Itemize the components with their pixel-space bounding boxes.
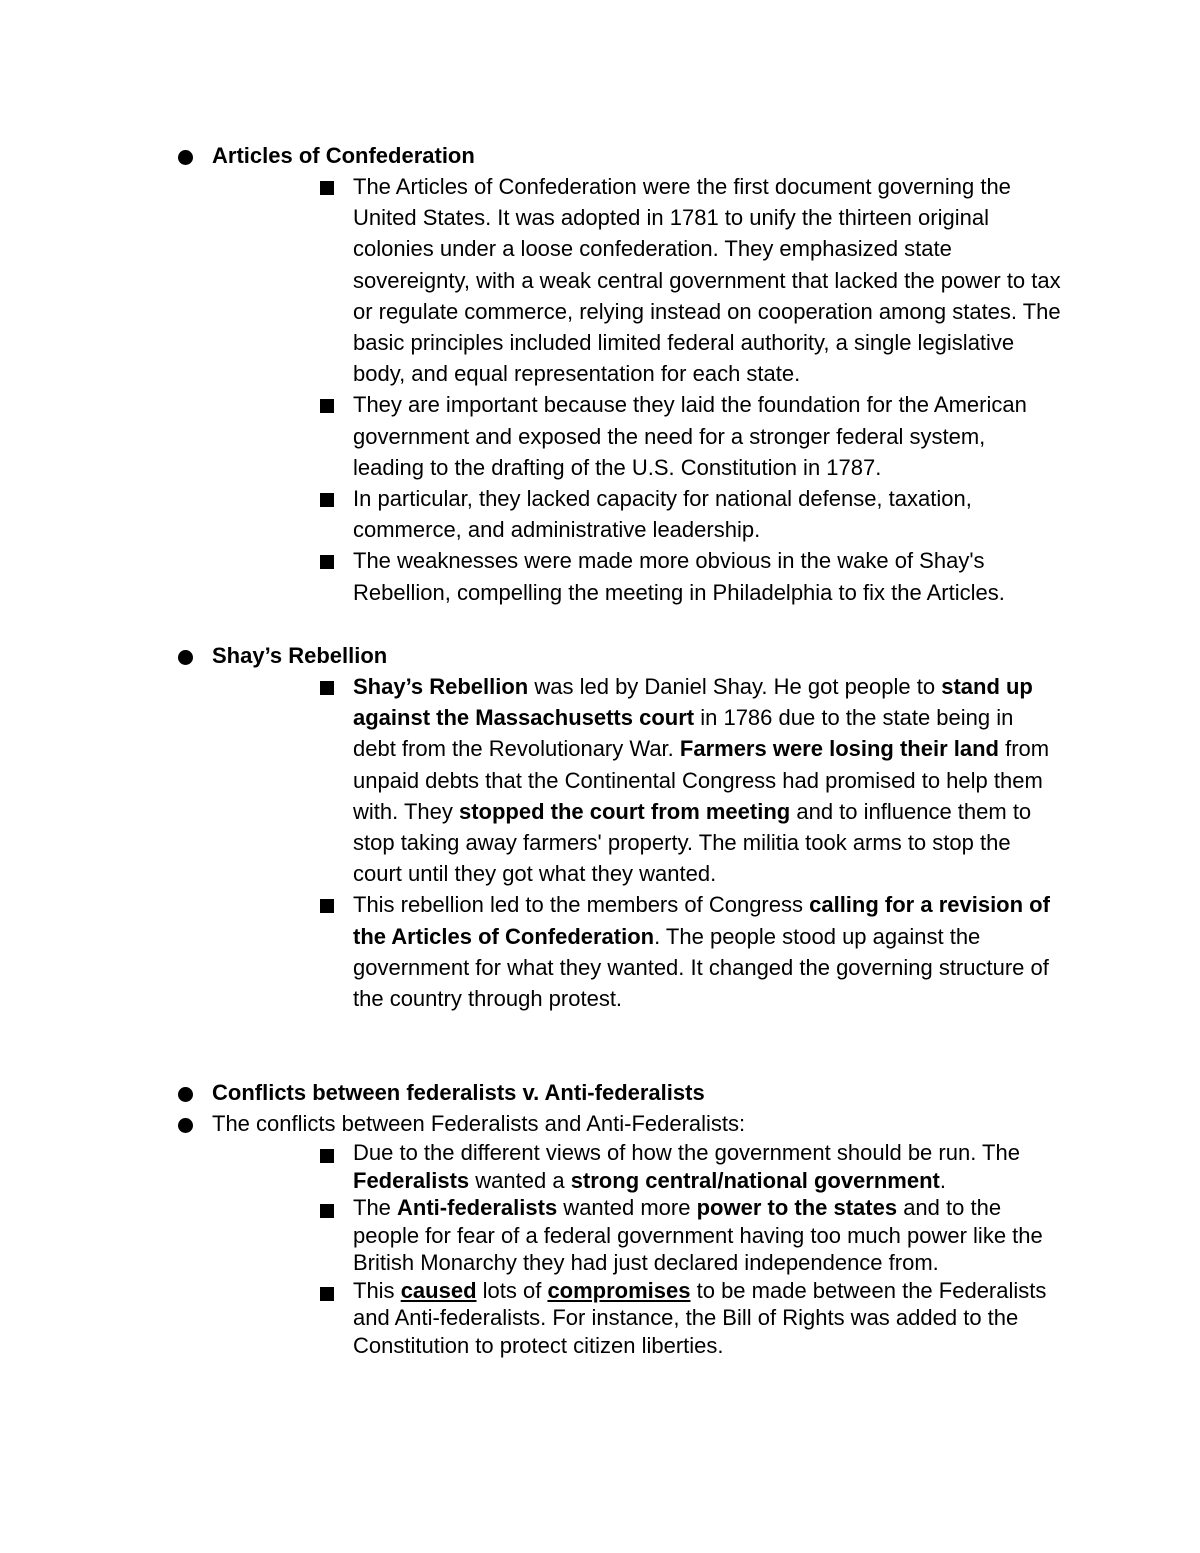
bullet-square-icon xyxy=(320,399,334,413)
bold-text: Federalists xyxy=(353,1167,470,1193)
paragraph-text: lots of xyxy=(476,1277,548,1303)
bold-text: stopped the court from meeting xyxy=(458,798,791,824)
sub-list xyxy=(0,1139,1200,1359)
bullet-conflicts-heading xyxy=(0,1077,1200,1108)
section-heading: Shay’s Rebellion xyxy=(212,643,388,668)
paragraph-text: The xyxy=(353,1195,398,1220)
list-item xyxy=(0,671,1200,889)
list-item xyxy=(0,483,1200,545)
paragraph-text: The weaknesses were made more obvious in the wake of Shay's Rebellion, compelling the meeting in Philadelphia to fix the Articles. xyxy=(353,548,1005,605)
paragraph-text: The conflicts between Federalists and Anti-Federalists: xyxy=(212,1111,746,1136)
paragraph-text: to be made between the Federalists and Anti-federalists. For instance, the Bill of Rights was added to the Constitution to protect citizen liberties. xyxy=(353,1277,1047,1358)
section-shays-rebellion xyxy=(0,640,1200,1014)
list-item xyxy=(0,171,1200,389)
bullet-shays-heading xyxy=(0,640,1200,671)
paragraph-text: This xyxy=(353,1277,401,1303)
sub-list xyxy=(0,671,1200,1014)
paragraph-text: wanted a xyxy=(469,1167,571,1193)
bullet-square-icon xyxy=(320,1287,334,1301)
section-conflicts xyxy=(0,1077,1200,1359)
bullet-square-icon xyxy=(320,555,334,569)
list-item xyxy=(0,1139,1200,1194)
section-heading: Articles of Confederation xyxy=(212,143,475,168)
bullet-square-icon xyxy=(320,1149,334,1163)
paragraph-text: Due to the different views of how the government should be run. The xyxy=(353,1140,1020,1165)
sub-list xyxy=(0,171,1200,608)
paragraph-text: . The people stood up against the government for what they wanted. It changed the governing structure of the country through protest. xyxy=(353,923,1049,1012)
bullet-disc-icon xyxy=(178,650,193,665)
bullet-conflicts-intro xyxy=(0,1108,1200,1139)
bullet-articles-heading xyxy=(0,140,1200,171)
section-heading: Conflicts between federalists v. Anti-federalists xyxy=(212,1080,705,1105)
bullet-square-icon xyxy=(320,681,334,695)
bold-text: Farmers were losing their land xyxy=(679,736,999,762)
paragraph-text: wanted more xyxy=(557,1195,697,1220)
paragraph-text: The Articles of Confederation were the first document governing the United States. It was adopted in 1781 to unify the thirteen original colonies under a loose confederation. They emphasized state sovereignty, with a weak central government that lacked the power to tax or regulate commerce, relying instead on cooperation among states. The basic principles included limited federal authority, a single legislative body, and equal representation for each state. xyxy=(353,174,1061,387)
bullet-square-icon xyxy=(320,493,334,507)
list-item xyxy=(0,545,1200,607)
paragraph-text: They are important because they laid the foundation for the American government and exposed the need for a stronger federal system, leading to the drafting of the U.S. Constitution in 1787. xyxy=(353,392,1027,480)
bold-text: Anti-federalists xyxy=(397,1195,558,1220)
list-item xyxy=(0,1194,1200,1277)
bullet-disc-icon xyxy=(178,150,193,165)
paragraph-text: This rebellion led to the members of Congress xyxy=(353,892,810,918)
paragraph-text: . xyxy=(939,1167,946,1193)
bullet-square-icon xyxy=(320,899,334,913)
bold-text: power to the states xyxy=(696,1195,898,1220)
list-item xyxy=(0,1277,1200,1360)
bullet-disc-icon xyxy=(178,1087,193,1102)
list-item xyxy=(0,389,1200,483)
paragraph-text: was led by Daniel Shay. He got people to xyxy=(528,674,942,699)
paragraph-text: In particular, they lacked capacity for national defense, taxation, commerce, and administrative leadership. xyxy=(353,486,972,543)
bold-underlined-text: compromises xyxy=(547,1277,691,1303)
bullet-disc-icon xyxy=(178,1118,193,1133)
bullet-square-icon xyxy=(320,1204,334,1218)
bold-text: Shay’s Rebellion xyxy=(353,674,529,699)
paragraph-text: and to the people for fear of a federal government having too much power like the British Monarchy they had just declared independence from. xyxy=(353,1195,1043,1275)
bold-text: strong central/national government xyxy=(570,1167,940,1193)
list-item xyxy=(0,889,1200,1014)
paragraph-text: and to influence them to stop taking away farmers' property. The militia took arms to stop the court until they got what they wanted. xyxy=(353,798,1032,887)
bullet-square-icon xyxy=(320,181,334,195)
bold-underlined-text: caused xyxy=(400,1277,477,1303)
section-articles xyxy=(0,140,1200,608)
bold-text: stand up against the Massachusetts court xyxy=(353,674,1033,731)
paragraph-text: from unpaid debts that the Continental Congress had promised to help them with. They xyxy=(353,736,1050,824)
bold-text: calling for a revision of the Articles of Confederation xyxy=(353,892,1050,949)
paragraph-text: in 1786 due to the state being in debt from the Revolutionary War. xyxy=(353,705,1014,762)
